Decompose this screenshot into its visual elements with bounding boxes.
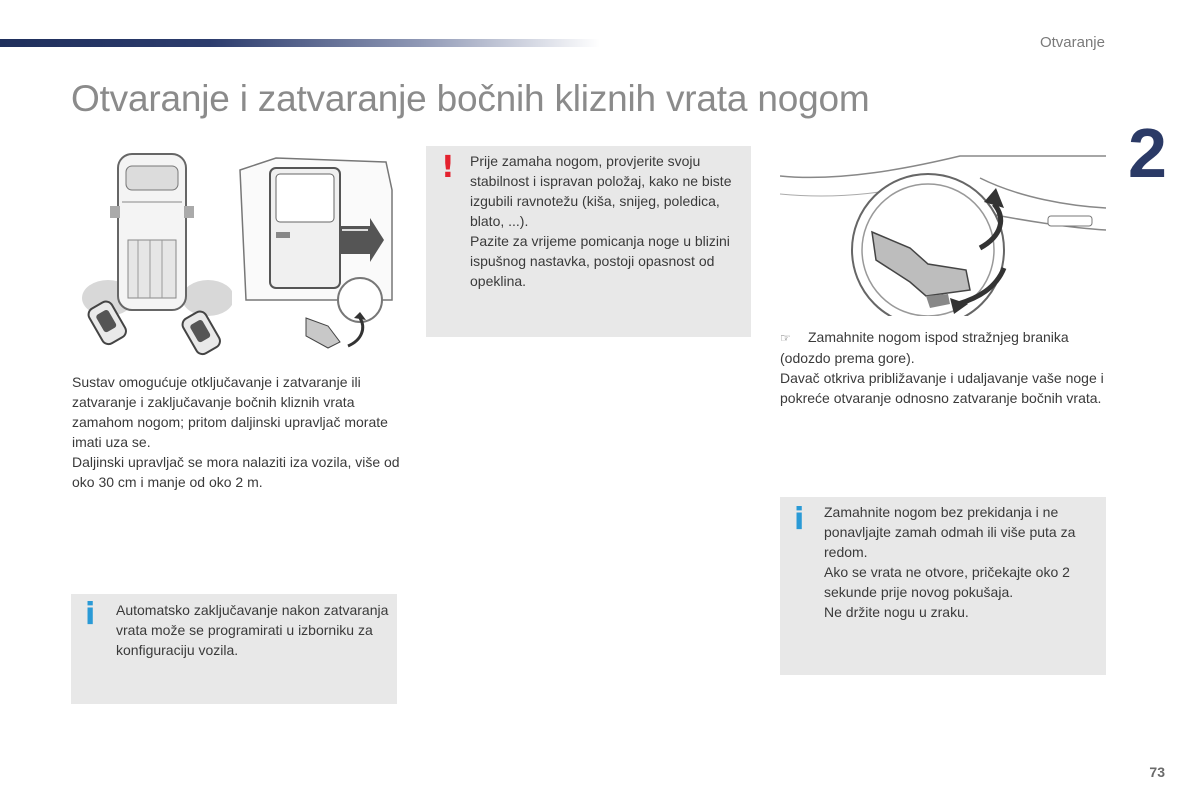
kick-bullet-text: Zamahnite nogom ispod stražnjeg branika (odozdo prema gore). xyxy=(780,329,1069,366)
safety-warning-note xyxy=(426,146,751,337)
tip-no-repeat: Zamahnite nogom bez prekidanja i ne ponavljajte zamah odmah ili više puta za redom. xyxy=(824,504,1076,560)
remote-range-paragraph: Daljinski upravljač se mora nalaziti iza vozila, više od oko 30 cm i manje od oko 2 m. xyxy=(72,454,400,490)
van-top-view-illustration xyxy=(72,150,232,360)
sliding-door-illustration xyxy=(236,150,396,360)
header-bar xyxy=(0,39,600,47)
chapter-number: 2 xyxy=(1128,114,1167,192)
safety-warning-text xyxy=(470,151,740,291)
auto-lock-info-note xyxy=(71,594,397,704)
info-icon: i xyxy=(85,597,96,632)
kick-bullet xyxy=(780,327,1110,368)
sensor-paragraph: Davač otkriva približavanje i udaljavanje vaše noge i pokreće otvaranje odnosno zatvaranje bočnih vrata. xyxy=(780,370,1104,406)
kick-tips-text xyxy=(824,502,1090,622)
auto-lock-info-text: Automatsko zaključavanje nakon zatvaranja vrata može se programirati u izborniku za konfiguraciju vozila. xyxy=(116,602,389,658)
pointing-hand-icon: ☞ xyxy=(780,331,791,345)
foot-kick-illustration xyxy=(780,148,1106,316)
warning-balance-text: Prije zamaha nogom, provjerite svoju stabilnost i ispravan položaj, kako ne biste izgubili ravnotežu (kiša, snijeg, poledica, blato, ...). xyxy=(470,153,732,229)
intro-paragraph: Sustav omogućuje otključavanje i zatvaranje ili zatvaranje i zaključavanje bočnih kliznih vrata zamahom nogom; pritom daljinski upravljač morate imati uza se. xyxy=(72,374,388,450)
section-name: Otvaranje xyxy=(1039,34,1105,51)
warning-exhaust-text: Pazite za vrijeme pomicanja noge u blizini ispušnog nastavka, postoji opasnost od opeklina. xyxy=(470,233,730,289)
kick-instructions xyxy=(780,327,1110,408)
tip-no-hold: Ne držite nogu u zraku. xyxy=(824,604,969,620)
warning-icon: ! xyxy=(441,150,455,185)
page-title: Otvaranje i zatvaranje bočnih kliznih vrata nogom xyxy=(71,78,870,119)
page-number: 73 xyxy=(1149,764,1165,780)
info-icon: i xyxy=(794,502,805,537)
intro-text xyxy=(72,372,402,492)
tip-wait: Ako se vrata ne otvore, pričekajte oko 2 sekunde prije novog pokušaja. xyxy=(824,564,1070,600)
kick-tips-info-note xyxy=(780,497,1106,675)
